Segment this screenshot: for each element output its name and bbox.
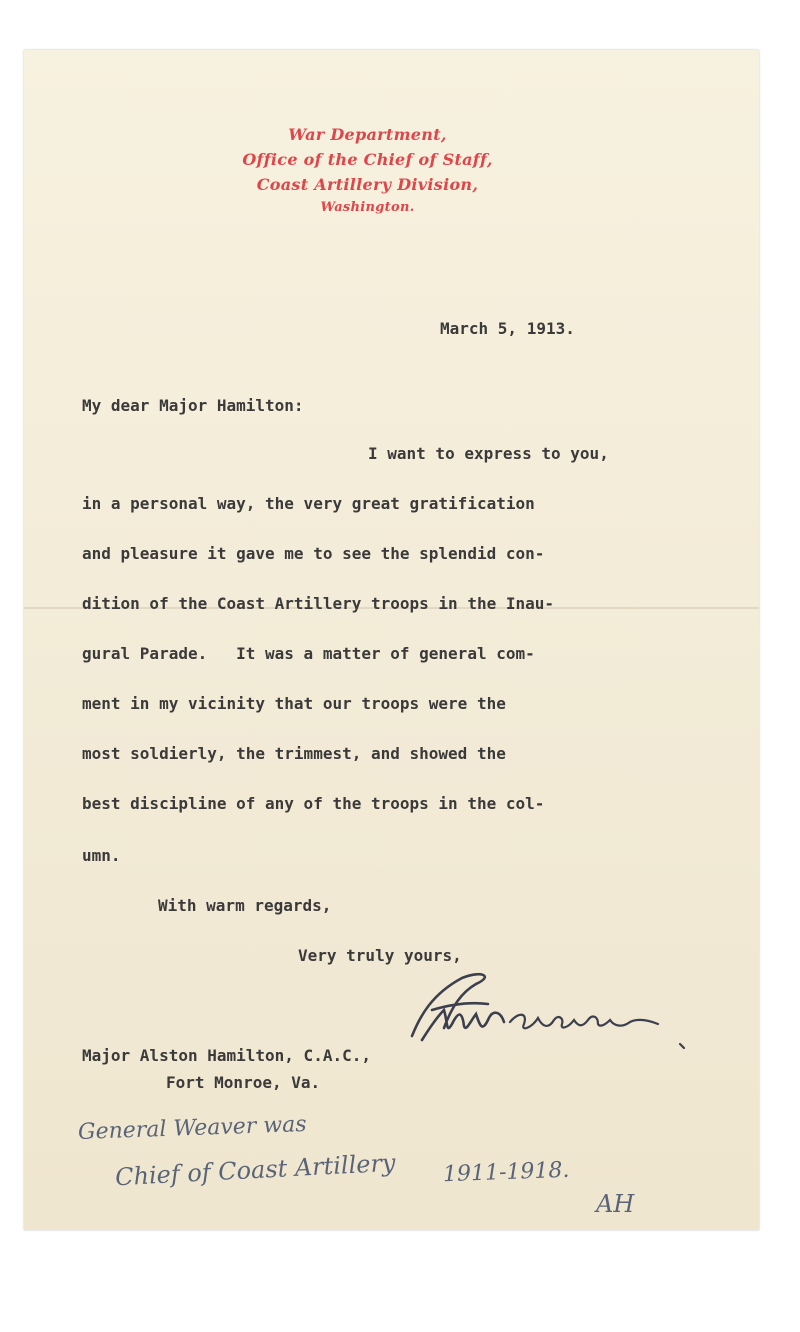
letterhead-division: Coast Artillery Division, (256, 175, 479, 194)
addressee-location: Fort Monroe, Va. (166, 1073, 321, 1092)
salutation: My dear Major Hamilton: (82, 396, 304, 415)
letterhead-office: Office of the Chief of Staff, (242, 150, 493, 169)
letter-date: March 5, 1913. (440, 319, 575, 338)
body-line: and pleasure it gave me to see the splendid con- (82, 544, 545, 563)
body-line: ment in my vicinity that our troops were the (82, 694, 506, 713)
body-line: in a personal way, the very great gratification (82, 494, 535, 513)
body-line: most soldierly, the trimmest, and showed the (82, 744, 506, 763)
handwritten-note-line: Chief of Coast Artillery (114, 1148, 397, 1192)
letterhead-department: War Department, (288, 125, 447, 144)
letterhead (0, 122, 735, 219)
body-line: best discipline of any of the troops in the col- (82, 794, 545, 813)
signature (392, 966, 702, 1056)
letterhead-city: Washington. (320, 200, 415, 215)
body-line: I want to express to you, (368, 444, 609, 463)
body-line: gural Parade. It was a matter of general com- (82, 644, 535, 663)
complimentary-close: Very truly yours, (298, 946, 462, 965)
handwritten-initials: AH (596, 1190, 635, 1218)
addressee-name: Major Alston Hamilton, C.A.C., (82, 1046, 371, 1065)
body-line: dition of the Coast Artillery troops in the Inau- (82, 594, 555, 613)
handwritten-note-line: General Weaver was (77, 1112, 307, 1145)
handwritten-note-years: 1911-1918. (442, 1157, 570, 1188)
closing: With warm regards, (158, 896, 332, 915)
body-line: umn. (82, 846, 121, 865)
